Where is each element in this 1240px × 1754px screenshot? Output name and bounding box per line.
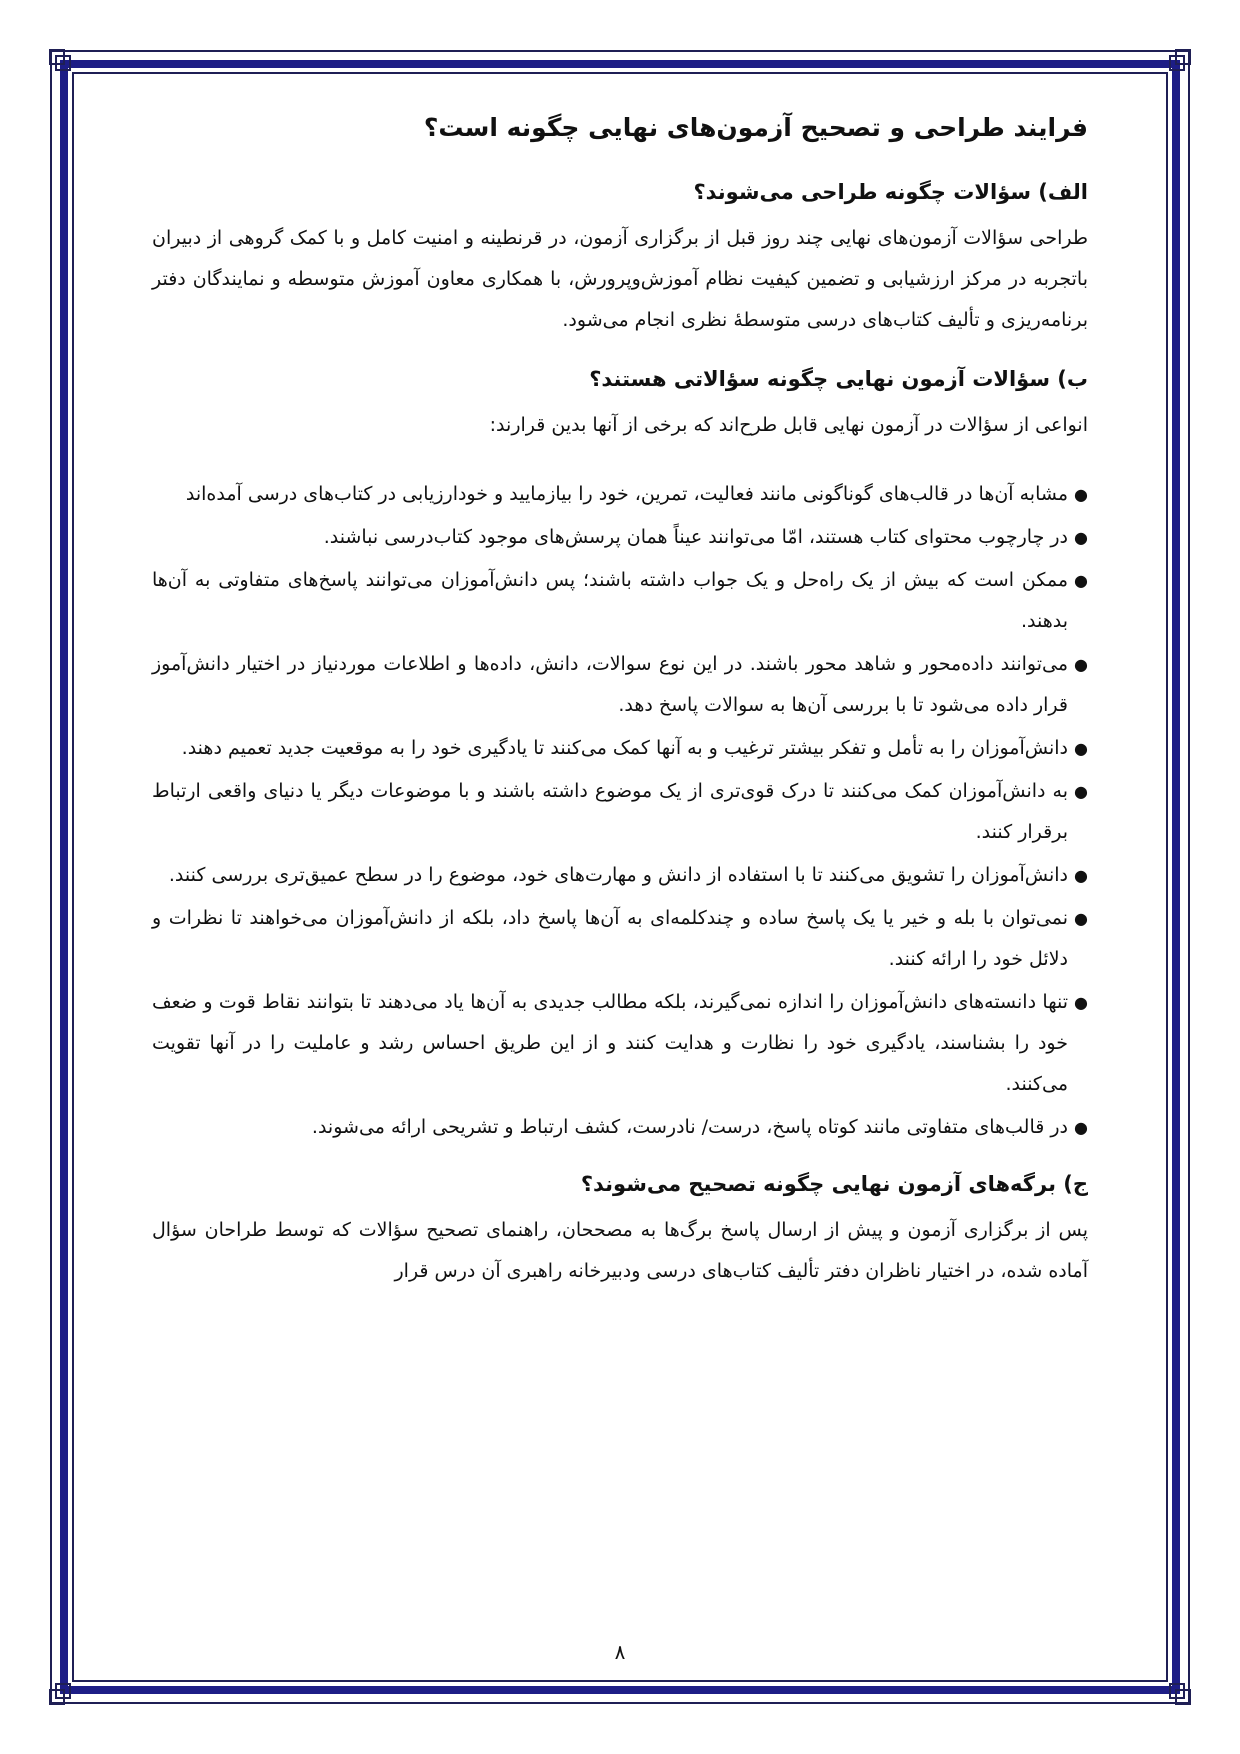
- list-item: ● به دانش‌آموزان کمک می‌کنند تا درک قوی‌تری از یک موضوع داشته باشند و با موضوعات دیگر یا دنیای واقعی ارتباط برقرار کنند.: [152, 771, 1088, 853]
- corner-ornament-top-left-icon: [46, 46, 76, 76]
- corner-ornament-bottom-right-icon: [1164, 1678, 1194, 1708]
- section-a-heading: الف) سؤالات چگونه طراحی می‌شوند؟: [693, 180, 1088, 204]
- list-item: ● مشابه آن‌ها در قالب‌های گوناگونی مانند فعالیت، تمرین، خود را بیازمایید و خودارزیابی در کتاب‌های درسی آمده‌اند: [152, 474, 1088, 515]
- section-c-heading: ج) برگه‌های آزمون نهایی چگونه تصحیح می‌شوند؟: [580, 1172, 1088, 1196]
- bullet-icon: ●: [1074, 571, 1088, 590]
- bullet-icon: ●: [1074, 485, 1088, 504]
- list-item: ● نمی‌توان با بله و خیر یا یک پاسخ ساده و چندکلمه‌ای به آن‌ها پاسخ داد، بلکه از دانش‌آموزان می‌خواهند تا نظرات و دلائل خود را ارائه کنند.: [152, 898, 1088, 980]
- section-b-intro: انواعی از سؤالات در آزمون نهایی قابل طرح‌اند که برخی از آنها بدین قرارند:: [489, 414, 1088, 436]
- list-item: ● دانش‌آموزان را تشویق می‌کنند تا با استفاده از دانش و مهارت‌های خود، موضوع را در سطح عمیق‌تری بررسی کنند.: [152, 855, 1088, 896]
- bullet-icon: ●: [1074, 1118, 1088, 1137]
- bullet-icon: ●: [1074, 655, 1088, 674]
- bullet-icon: ●: [1074, 909, 1088, 928]
- list-item: ● در چارچوب محتوای کتاب هستند، امّا می‌توانند عیناً همان پرسش‌های موجود کتاب‌درسی نباشند.: [152, 517, 1088, 558]
- corner-ornament-bottom-left-icon: [46, 1678, 76, 1708]
- list-item: ● در قالب‌های متفاوتی مانند کوتاه پاسخ، درست/ نادرست، کشف ارتباط و تشریحی ارائه می‌شوند.: [152, 1107, 1088, 1148]
- page-number: ۸: [614, 1640, 626, 1664]
- section-a: [152, 174, 1088, 341]
- list-item: ● دانش‌آموزان را به تأمل و تفکر بیشتر ترغیب و به آنها کمک می‌کنند تا یادگیری خود را به موقعیت جدید تعمیم دهند.: [152, 728, 1088, 769]
- page-content: [152, 108, 1088, 1292]
- section-c-body: پس از برگزاری آزمون و پیش از ارسال پاسخ برگ‌ها به مصححان، راهنمای تصحیح سؤالات که توسط طراحان سؤال آماده شده، در اختیار ناظران دفتر تألیف کتاب‌های درسی ودبیرخانه راهبری آن درس قرار: [152, 1219, 1088, 1282]
- bullet-icon: ●: [1074, 739, 1088, 758]
- list-item: ● ممکن است که بیش از یک راه‌حل و یک جواب داشته باشند؛ پس دانش‌آموزان می‌توانند پاسخ‌های متفاوتی به آن‌ها بدهند.: [152, 560, 1088, 642]
- corner-ornament-top-right-icon: [1164, 46, 1194, 76]
- list-item: ● می‌توانند داده‌محور و شاهد محور باشند. در این نوع سوالات، دانش، داده‌ها و اطلاعات موردنیاز در اختیار دانش‌آموز قرار داده می‌شود تا با بررسی آن‌ها به سوالات پاسخ دهد.: [152, 644, 1088, 726]
- list-item: ● تنها دانسته‌های دانش‌آموزان را اندازه نمی‌گیرند، بلکه مطالب جدیدی به آن‌ها یاد می‌دهند تا بتوانند نقاط قوت و ضعف خود را بشناسند، یادگیری خود را نظارت و هدایت کنند و از این طریق احساس رشد و عاملیت را در آنها تقویت می‌کنند.: [152, 982, 1088, 1105]
- bullet-icon: ●: [1074, 782, 1088, 801]
- page-title: فرایند طراحی و تصحیح آزمون‌های نهایی چگونه است؟: [423, 113, 1088, 142]
- section-a-body: طراحی سؤالات آزمون‌های نهایی چند روز قبل از برگزاری آزمون، در قرنطینه و امنیت کامل و با کمک گروهی از دبیران باتجربه در مرکز ارزشیابی و تضمین کیفیت نظام آموزش‌وپرورش، با همکاری معاون آموزش متوسطه و نمایندگان دفتر برنامه‌ریزی و تألیف کتاب‌های درسی متوسطهٔ نظری انجام می‌شود.: [152, 227, 1088, 331]
- bullet-icon: ●: [1074, 993, 1088, 1012]
- section-b-heading: ب) سؤالات آزمون نهایی چگونه سؤالاتی هستند؟: [589, 367, 1088, 391]
- section-b: [152, 361, 1088, 1148]
- bullet-icon: ●: [1074, 528, 1088, 547]
- bullet-icon: ●: [1074, 866, 1088, 885]
- section-c: [152, 1166, 1088, 1292]
- section-b-bullet-list: [152, 474, 1088, 1148]
